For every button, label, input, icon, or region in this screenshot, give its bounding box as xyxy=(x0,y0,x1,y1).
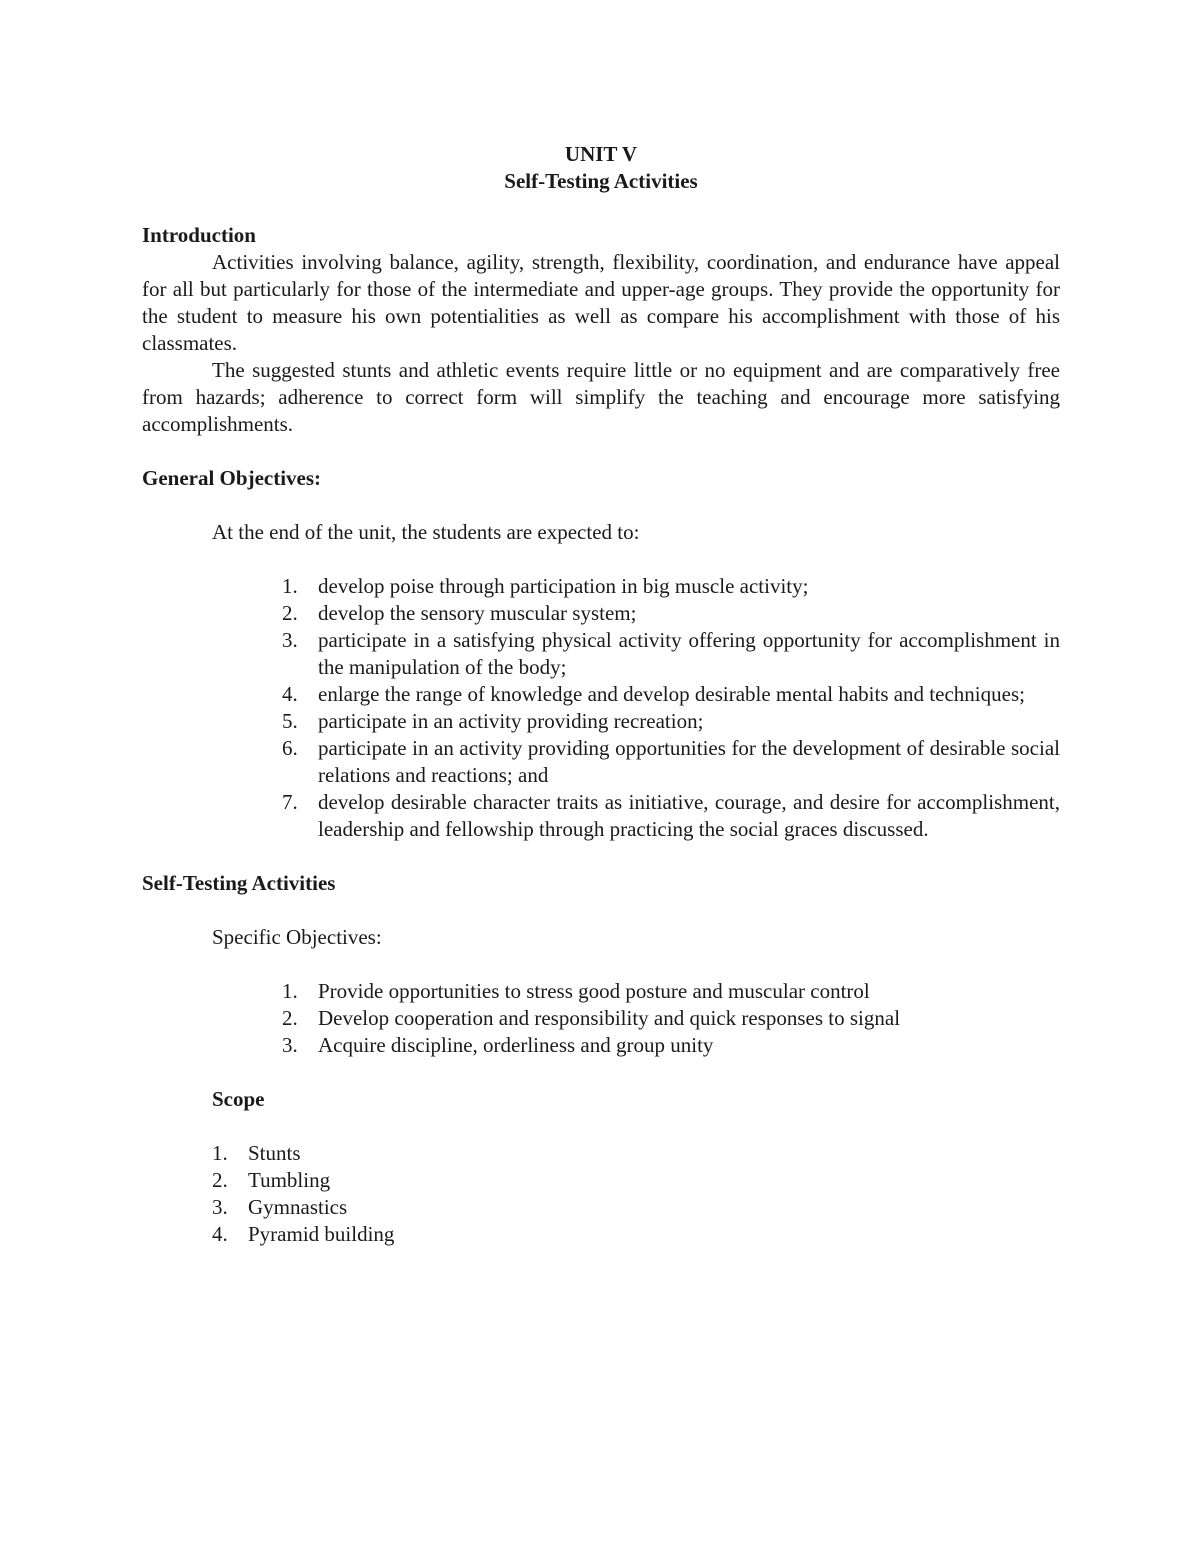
list-text: participate in an activity providing recreation; xyxy=(318,709,704,733)
list-item xyxy=(282,1005,1060,1032)
introduction-paragraph-1: Activities involving balance, agility, strength, flexibility, coordination, and endurance have appeal for all but particularly for those of the intermediate and upper-age groups. They provide the opportunity for the student to measure his own potentialities as well as compare his accomplishment with those of his classmates. xyxy=(142,250,1060,355)
list-item xyxy=(282,708,1060,735)
list-text: enlarge the range of knowledge and develop desirable mental habits and techniques; xyxy=(318,682,1025,706)
specific-objectives-list xyxy=(142,978,1060,1059)
list-item xyxy=(212,1140,1060,1167)
list-text: participate in a satisfying physical activity offering opportunity for accomplishment in the manipulation of the body; xyxy=(318,628,1060,679)
list-number: 3. xyxy=(212,1195,228,1219)
list-item xyxy=(212,1194,1060,1221)
spacer xyxy=(142,843,1060,870)
list-text: Pyramid building xyxy=(248,1222,395,1246)
list-text: develop the sensory muscular system; xyxy=(318,601,637,625)
list-item xyxy=(282,573,1060,600)
list-text: Develop cooperation and responsibility and quick responses to signal xyxy=(318,1006,901,1030)
list-item xyxy=(212,1221,1060,1248)
list-text: Tumbling xyxy=(248,1168,331,1192)
list-item xyxy=(282,600,1060,627)
list-text: Gymnastics xyxy=(248,1195,348,1219)
list-number: 5. xyxy=(282,709,298,733)
list-item xyxy=(282,627,1060,681)
spacer xyxy=(142,546,1060,573)
general-objectives-heading: General Objectives: xyxy=(142,466,322,490)
list-number: 6. xyxy=(282,736,298,760)
scope-list xyxy=(142,1140,1060,1248)
spacer xyxy=(142,492,1060,519)
list-item xyxy=(282,978,1060,1005)
spacer xyxy=(142,1059,1060,1086)
list-item xyxy=(282,681,1060,708)
list-number: 2. xyxy=(282,1006,298,1030)
list-number: 7. xyxy=(282,790,298,814)
spacer xyxy=(142,1113,1060,1140)
scope-heading: Scope xyxy=(212,1087,265,1111)
list-number: 4. xyxy=(212,1222,228,1246)
list-number: 2. xyxy=(282,601,298,625)
introduction-heading: Introduction xyxy=(142,223,256,247)
list-text: develop poise through participation in big muscle activity; xyxy=(318,574,809,598)
unit-title: UNIT V xyxy=(564,142,638,166)
list-text: Stunts xyxy=(248,1141,301,1165)
list-number: 3. xyxy=(282,1033,298,1057)
list-item xyxy=(282,1032,1060,1059)
list-text: Provide opportunities to stress good posture and muscular control xyxy=(318,979,870,1003)
list-number: 4. xyxy=(282,682,298,706)
list-text: develop desirable character traits as initiative, courage, and desire for accomplishment, leadership and fellowship through practicing the social graces discussed. xyxy=(318,790,1060,841)
general-objectives-lead: At the end of the unit, the students are expected to: xyxy=(212,520,640,544)
list-item xyxy=(282,735,1060,789)
self-testing-heading: Self-Testing Activities xyxy=(142,871,336,895)
list-item xyxy=(282,789,1060,843)
list-text: participate in an activity providing opportunities for the development of desirable social relations and reactions; and xyxy=(318,736,1060,787)
spacer xyxy=(142,438,1060,465)
list-number: 1. xyxy=(282,979,298,1003)
introduction-paragraph-2: The suggested stunts and athletic events require little or no equipment and are comparatively free from hazards; adherence to correct form will simplify the teaching and encourage more satisfying accomplishments. xyxy=(142,358,1060,436)
unit-subtitle: Self-Testing Activities xyxy=(504,169,698,193)
list-text: Acquire discipline, orderliness and group unity xyxy=(318,1033,714,1057)
list-number: 1. xyxy=(212,1141,228,1165)
specific-objectives-label: Specific Objectives: xyxy=(212,925,382,949)
document-page xyxy=(142,141,1060,1248)
spacer xyxy=(142,951,1060,978)
spacer xyxy=(142,195,1060,222)
general-objectives-list xyxy=(142,573,1060,843)
list-number: 2. xyxy=(212,1168,228,1192)
list-item xyxy=(212,1167,1060,1194)
list-number: 1. xyxy=(282,574,298,598)
list-number: 3. xyxy=(282,628,298,652)
spacer xyxy=(142,897,1060,924)
